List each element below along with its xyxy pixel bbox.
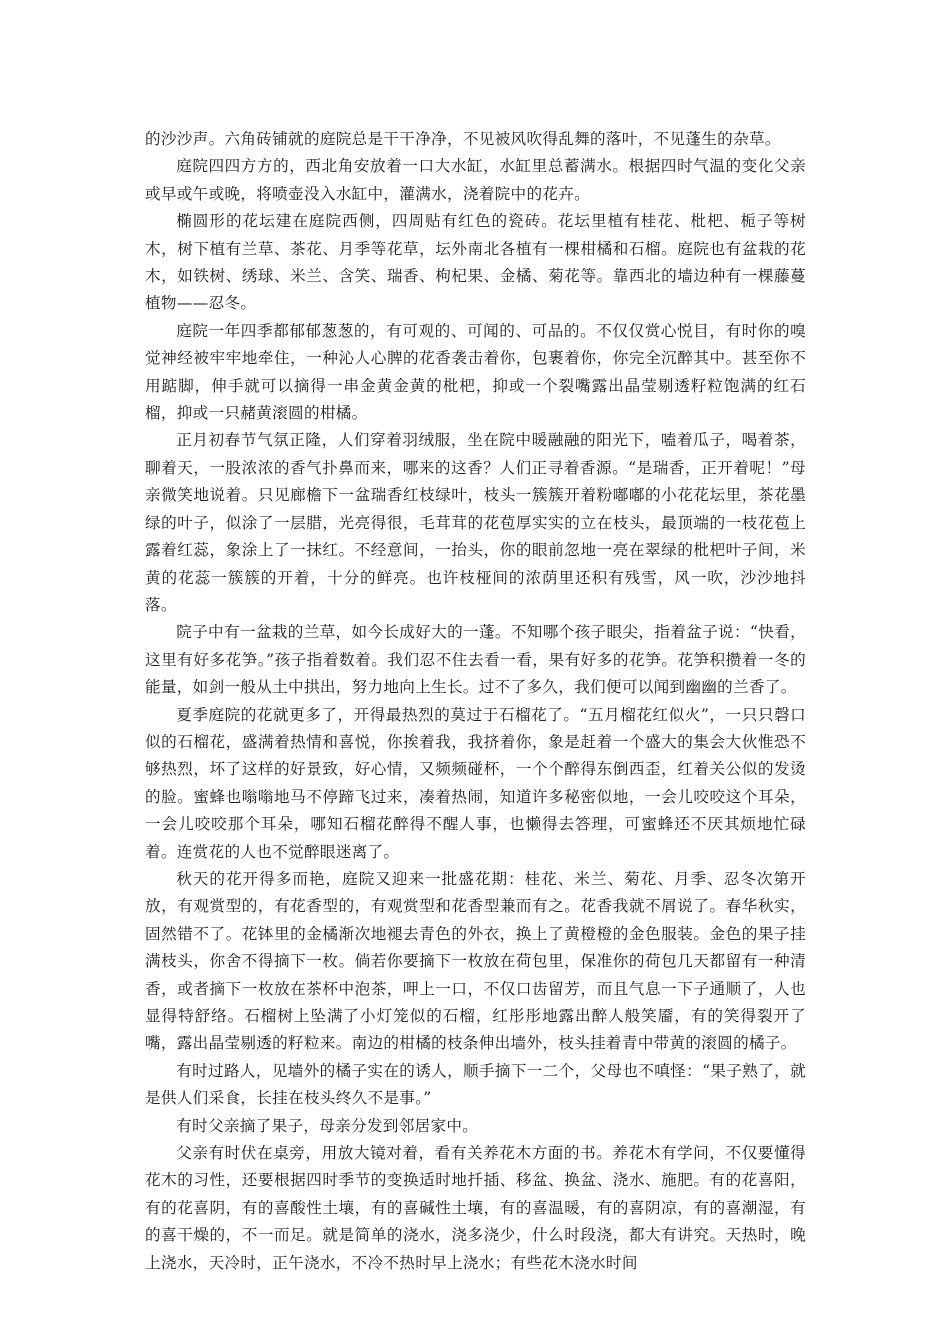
paragraph-water-vat: 庭院四四方方的，西北角安放着一口大水缸，水缸里总蓄满水。根据四时气温的变化父亲或早或午或晚，将喷壶没入水缸中，灌满水，浇着院中的花卉。: [145, 157, 806, 203]
paragraph-neighbors: 有时父亲摘了果子，母亲分发到邻居家中。: [176, 1116, 479, 1135]
paragraph-four-seasons: 庭院一年四季都郁郁葱葱的，有可观的、可闻的、可品的。不仅仅赏心悦目，有时你的嗅觉神经被牢牢地牵住，一种沁人心脾的花香袭击着你，包裹着你，你完全沉醉其中。甚至你不用踮脚，伸手就可以摘得一串金黄金黄的枇杷，抑或一个裂嘴露出晶莹剔透籽粒饱满的红石榴，抑或一只赭黄滚圆的柑橘。: [145, 321, 806, 423]
paragraph-father-reading: 父亲有时伏在桌旁，用放大镜对着，看有关养花木方面的书。养花木有学问，不仅要懂得花木的习性，还要根据四时季节的变换适时地扦插、移盆、换盆、浇水、施肥。有的花喜阳，有的花喜阴，有的喜酸性土壤，有的喜碱性土壤，有的喜温暖，有的喜阴凉，有的喜潮湿，有的喜干燥的，不一而足。就是简单的浇水，浇多浇少，什么时段浇，都大有讲究。天热时，晚上浇水，天冷时，正午浇水，不冷不热时早上浇水；有些花木浇水时间: [145, 1144, 806, 1272]
paragraph-autumn: 秋天的花开得多而艳，庭院又迎来一批盛花期：桂花、米兰、菊花、月季、忍冬次第开放，有观赏型的，有花香型的，有观赏型和花香型兼而有之。花香我就不屑说了。春华秋实，固然错不了。花钵里的金橘渐次地褪去青色的外衣，换上了黄橙橙的金色服装。金色的果子挂满枝头，你舍不得摘下一枚。倘若你要摘下一枚放在荷包里，保准你的荷包几天都留有一种清香，或者摘下一枚放在茶杯中泡茶，呷上一口，不仅口齿留芳，而且气息一下子通顺了，人也显得特舒络。石榴树上坠满了小灯笼似的石榴，红彤彤地露出醉人般笑靥，有的笑得裂开了嘴，露出晶莹剔透的籽粒来。南边的柑橘的枝条伸出墙外，枝头挂着青中带黄的滚圆的橘子。: [145, 869, 806, 1053]
article-body: [145, 126, 806, 1277]
paragraph-flower-bed: 椭圆形的花坛建在庭院西侧，四周贴有红色的瓷砖。花坛里植有桂花、枇杷、栀子等树木，树下植有兰草、茶花、月季等花草，坛外南北各植有一棵柑橘和石榴。庭院也有盆栽的花木，如铁树、绣球、米兰、含笑、瑞香、枸杞果、金橘、菊花等。靠西北的墙边种有一棵藤蔓植物——忍冬。: [145, 212, 806, 313]
paragraph-passersby: 有时过路人，见墙外的橘子实在的诱人，顺手摘下一二个，父母也不嗔怪：“果子熟了，就是供人们采食，长挂在枝头终久不是事。”: [145, 1061, 806, 1108]
paragraph-spring-festival: 正月初春节气氛正隆，人们穿着羽绒服，坐在院中暖融融的阳光下，嗑着瓜子，喝着茶，聊着天，一股浓浓的香气扑鼻而来，哪来的这香？人们正寻着香源。“是瑞香，正开着呢！”母亲微笑地说着。只见廊檐下一盆瑞香红枝绿叶，枝头一簇簇开着粉嘟嘟的小花花坛里，茶花墨绿的叶子，似涂了一层腊，光亮得很，毛茸茸的花苞厚实实的立在枝头，最顶端的一枝花苞上露着红蕊，象涂上了一抹红。不经意间，一抬头，你的眼前忽地一亮在翠绿的枇杷叶子间，米黄的花蕊一簇簇的开着，十分的鲜亮。也许枝桠间的浓荫里还积有残雪，风一吹，沙沙地抖落。: [145, 431, 806, 614]
paragraph-continuation: 的沙沙声。六角砖铺就的庭院总是干干净净，不见被风吹得乱舞的落叶，不见蓬生的杂草。: [145, 130, 781, 148]
paragraph-orchid: 院子中有一盆栽的兰草，如今长成好大的一蓬。不知哪个孩子眼尖，指着盆子说：“快看，这里有好多花笋。”孩子指着数着。我们忍不住去看一看，果有好多的花笋。花笋积攒着一冬的能量，如剑一般从土中拱出，努力地向上生长。过不了多久，我们便可以闻到幽幽的兰香了。: [145, 623, 806, 697]
paragraph-summer: 夏季庭院的花就更多了，开得最热烈的莫过于石榴花了。“五月榴花红似火”，一只只磬口似的石榴花，盛满着热情和喜悦，你挨着我，我挤着你，象是赶着一个盛大的集会大伙惟恐不够热烈，坏了这样的好景致，好心情，又频频碰杯，一个个醉得东倒西歪，红着关公似的发烫的脸。蜜蜂也嗡嗡地马不停蹄飞过来，凑着热闹，知道许多秘密似地，一会儿咬咬这个耳朵，一会儿咬咬那个耳朵，哪知石榴花醉得不醒人事，也懒得去答理，可蜜蜂还不厌其烦地忙碌着。连赏花的人也不觉醉眼迷离了。: [145, 705, 806, 861]
